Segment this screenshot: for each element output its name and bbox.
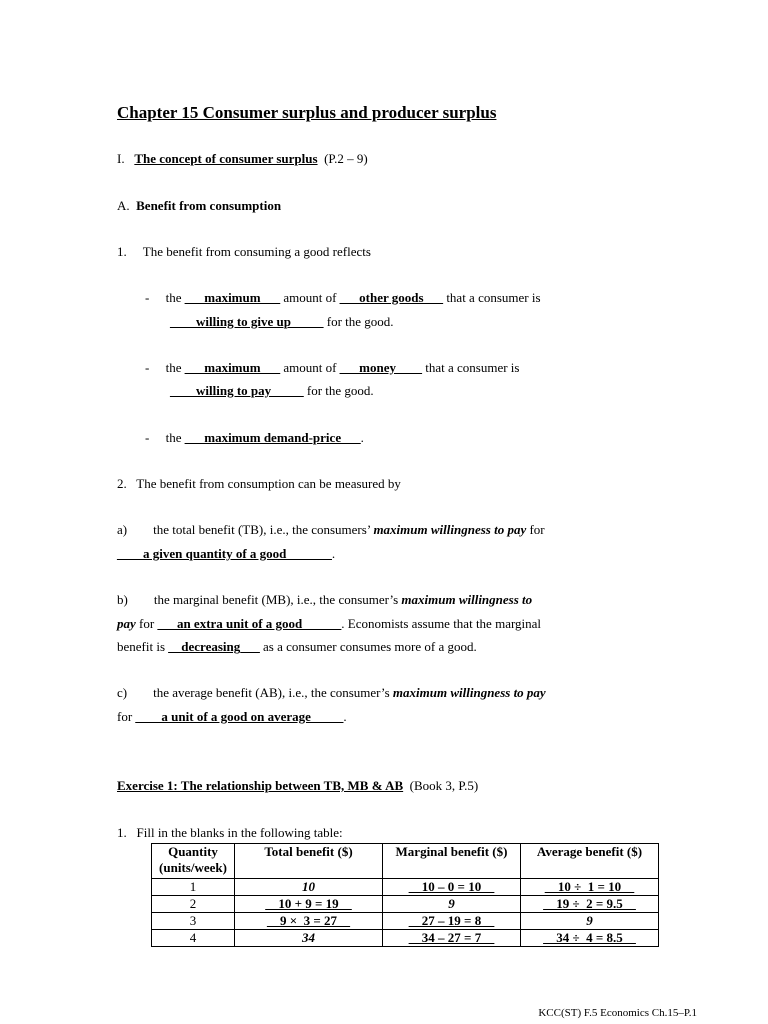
column-header-total-benefit: Total benefit ($)	[235, 844, 383, 879]
item-c-line-1	[117, 685, 546, 701]
blank-answer: ___maximum___	[184, 290, 281, 305]
text: .	[360, 430, 364, 445]
point-1	[117, 244, 371, 260]
text: benefit is	[117, 639, 166, 654]
blank-answer: ___other goods___	[339, 290, 444, 305]
page-footer: KCC(ST) F.5 Economics Ch.15–P.1	[538, 1007, 697, 1019]
table-cell: __34 ÷ 4 = 8.5__	[521, 930, 659, 947]
section-title: The concept of consumer surplus	[134, 151, 318, 166]
benefit-table	[151, 843, 659, 947]
item-b-line-3	[117, 639, 477, 655]
point-2	[117, 476, 401, 492]
column-header-average-benefit: Average benefit ($)	[521, 844, 659, 879]
table-row	[152, 896, 659, 913]
text: as a consumer consumes more of a good.	[263, 639, 477, 654]
blank-answer: ___an extra unit of a good______	[157, 616, 342, 631]
column-header-quantity: Quantity (units/week)	[152, 844, 235, 879]
text: .	[343, 709, 347, 724]
text: the average benefit (AB), i.e., the consumer’s	[153, 685, 390, 700]
subsection-heading-a	[117, 198, 281, 214]
section-number: I.	[117, 151, 125, 166]
bullet-dash: -	[145, 430, 150, 445]
exercise-point-1	[117, 825, 343, 841]
bullet-3	[145, 430, 364, 446]
table-cell: 9	[521, 913, 659, 930]
text: the total benefit (TB), i.e., the consumers’	[153, 522, 371, 537]
table-cell: 2	[152, 896, 235, 913]
point-number: 1.	[117, 825, 127, 840]
column-header-marginal-benefit: Marginal benefit ($)	[383, 844, 521, 879]
bullet-2-line-1	[145, 360, 519, 376]
table-cell: 34	[235, 930, 383, 947]
page-reference: (P.2 – 9)	[324, 151, 368, 166]
table-cell: __27 – 19 = 8__	[383, 913, 521, 930]
section-heading-i	[117, 151, 368, 167]
bullet-1-line-1	[145, 290, 541, 306]
item-label: c)	[117, 685, 128, 700]
exercise-title: Exercise 1: The relationship between TB, MB & AB	[117, 778, 404, 793]
point-number: 2.	[117, 476, 127, 491]
text: amount of	[283, 360, 337, 375]
table-cell: 1	[152, 879, 235, 896]
text: that a consumer is	[425, 360, 520, 375]
text: amount of	[283, 290, 337, 305]
blank-answer: ____willing to pay_____	[170, 383, 304, 398]
subsection-title: Benefit from consumption	[136, 198, 282, 213]
blank-answer: ____a unit of a good on average_____	[135, 709, 344, 724]
emphasis: maximum willingness to pay	[392, 685, 546, 700]
point-text: The benefit from consumption can be measured by	[136, 476, 401, 491]
text: for the good.	[306, 383, 374, 398]
emphasis: pay	[117, 616, 136, 631]
exercise-heading	[117, 778, 478, 794]
text: the	[165, 360, 182, 375]
blank-answer: ____willing to give up_____	[170, 314, 324, 329]
text: for	[139, 616, 155, 631]
blank-answer: ___money____	[339, 360, 422, 375]
text: the	[165, 290, 182, 305]
bullet-dash: -	[145, 290, 150, 305]
table-cell: 9	[383, 896, 521, 913]
table-cell: __10 – 0 = 10__	[383, 879, 521, 896]
item-label: a)	[117, 522, 128, 537]
table-cell: 3	[152, 913, 235, 930]
bullet-2-line-2	[170, 383, 374, 399]
item-c-line-2	[117, 709, 347, 725]
emphasis: maximum willingness to	[401, 592, 533, 607]
bullet-dash: -	[145, 360, 150, 375]
point-text: Fill in the blanks in the following table:	[136, 825, 343, 840]
blank-answer: ___maximum demand-price___	[184, 430, 361, 445]
table-header-row	[152, 844, 659, 879]
text: that a consumer is	[446, 290, 541, 305]
text: .	[331, 546, 336, 561]
table-row	[152, 879, 659, 896]
item-a-line-1	[117, 522, 545, 538]
table-row	[152, 930, 659, 947]
text: the	[165, 430, 182, 445]
page-title: Chapter 15 Consumer surplus and producer surplus	[117, 103, 497, 122]
blank-answer: ____a given quantity of a good_______	[117, 546, 332, 561]
bullet-1-line-2	[170, 314, 394, 330]
book-reference: (Book 3, P.5)	[409, 778, 479, 793]
text: for	[529, 522, 545, 537]
table-cell: 4	[152, 930, 235, 947]
subsection-letter: A.	[117, 198, 130, 213]
table-cell: __10 ÷ 1 = 10__	[521, 879, 659, 896]
blank-answer: ___maximum___	[184, 360, 281, 375]
item-label: b)	[117, 592, 128, 607]
text: for the good.	[326, 314, 394, 329]
emphasis: maximum willingness to pay	[373, 522, 527, 537]
table-cell: __19 ÷ 2 = 9.5__	[521, 896, 659, 913]
text: . Economists assume that the marginal	[341, 616, 542, 631]
text: the marginal benefit (MB), i.e., the consumer’s	[153, 592, 399, 607]
table-cell: __34 – 27 = 7__	[383, 930, 521, 947]
table-cell: __10 + 9 = 19__	[235, 896, 383, 913]
point-number: 1.	[117, 244, 127, 259]
table-cell: __9 × 3 = 27__	[235, 913, 383, 930]
item-b-line-2	[117, 616, 541, 632]
text: for	[117, 709, 133, 724]
table-cell: 10	[235, 879, 383, 896]
point-text: The benefit from consuming a good reflects	[142, 244, 371, 259]
item-a-line-2	[117, 546, 335, 562]
blank-answer: __decreasing___	[168, 639, 260, 654]
table-row	[152, 913, 659, 930]
item-b-line-1	[117, 592, 532, 608]
